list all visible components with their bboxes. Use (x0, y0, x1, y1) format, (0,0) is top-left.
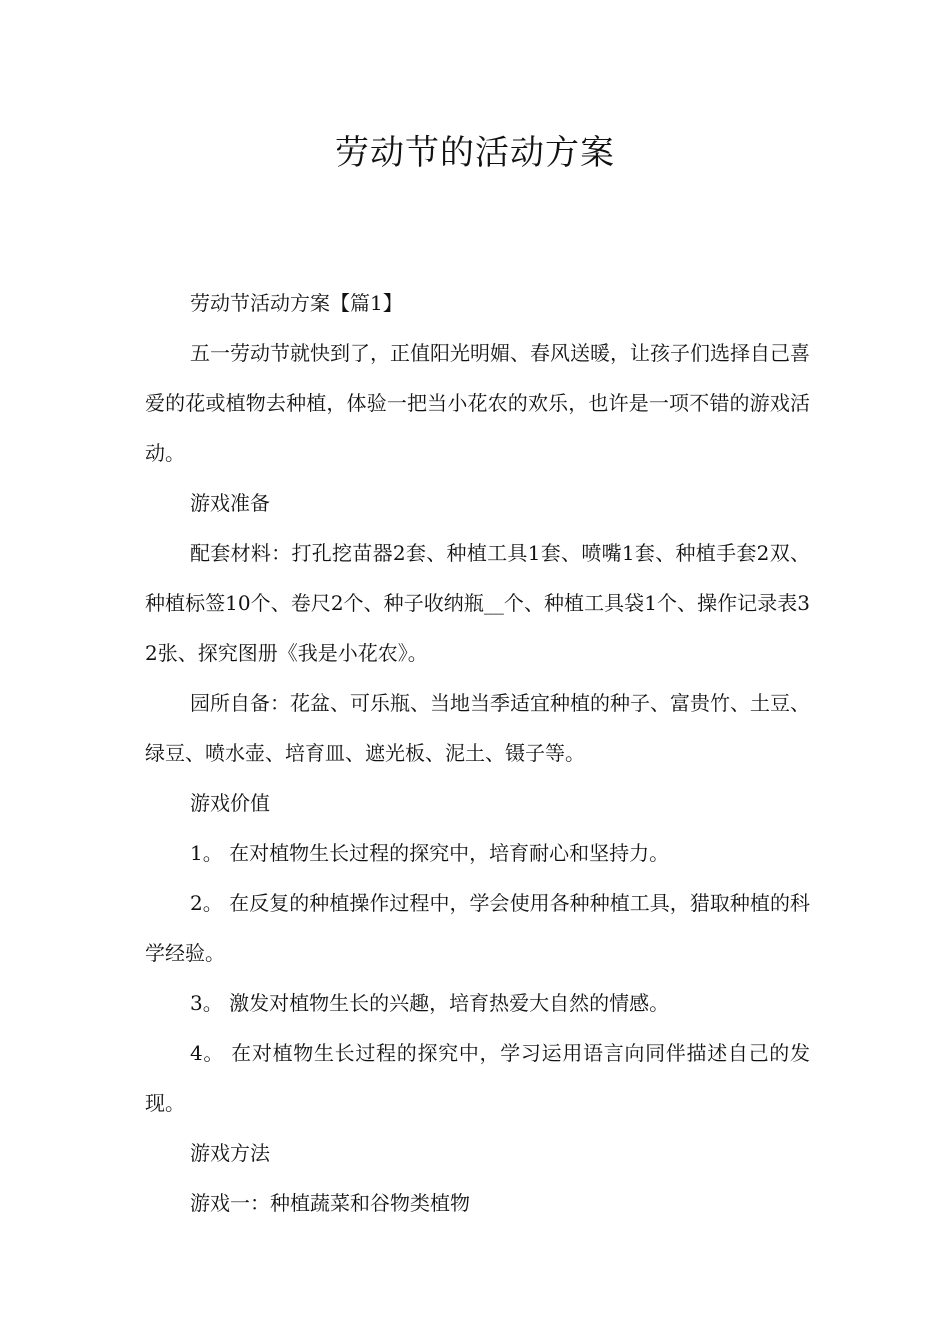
section-heading: 游戏准备 (190, 491, 270, 515)
paragraph: 游戏一：种植蔬菜和谷物类植物 (190, 1191, 470, 1215)
section-heading: 劳动节活动方案【篇1】 (190, 291, 403, 315)
paragraph: 五一劳动节就快到了，正值阳光明媚、春风送暖，让孩子们选择自己喜爱的花或植物去种植，体验一把当小花农的欢乐，也许是一项不错的游戏活动。 (145, 341, 810, 465)
paragraph: 园所自备：花盆、可乐瓶、当地当季适宜种植的种子、富贵竹、土豆、绿豆、喷水壶、培育皿、遮光板、泥土、镊子等。 (145, 691, 810, 765)
section-heading: 游戏方法 (190, 1141, 270, 1165)
section-heading: 游戏价值 (190, 791, 270, 815)
document-body (145, 278, 810, 1228)
list-item: 1。 在对植物生长过程的探究中，培育耐心和坚持力。 (190, 841, 670, 865)
list-item: 2。 在反复的种植操作过程中，学会使用各种种植工具，猎取种植的科学经验。 (145, 891, 810, 965)
list-item: 3。 激发对植物生长的兴趣，培育热爱大自然的情感。 (190, 991, 670, 1015)
document-title: 劳动节的活动方案 (335, 133, 615, 173)
paragraph: 配套材料：打孔挖苗器2套、种植工具1套、喷嘴1套、种植手套2双、种植标签10个、卷尺2个、种子收纳瓶__个、种植工具袋1个、操作记录表32张、探究图册《我是小花农》。 (145, 541, 810, 665)
list-item: 4。 在对植物生长过程的探究中，学习运用语言向同伴描述自己的发现。 (145, 1041, 810, 1115)
